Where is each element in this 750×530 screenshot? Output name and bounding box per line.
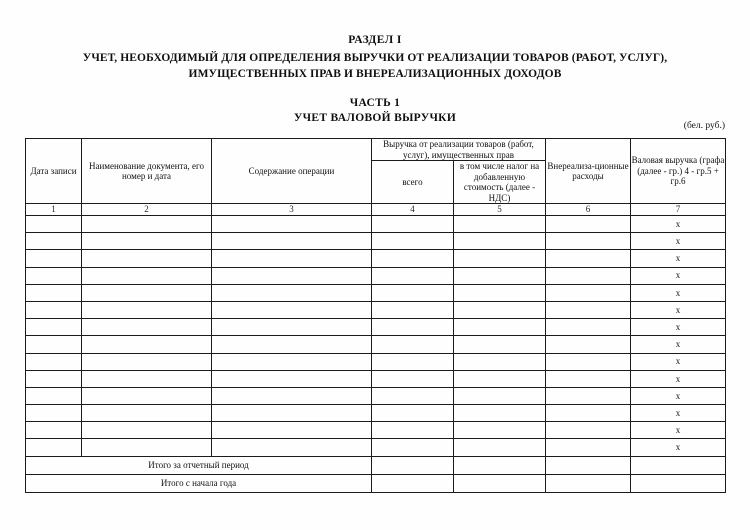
total-label-year-to-date: Итого с начала года	[26, 474, 372, 492]
cell-revenue-vat[interactable]	[454, 353, 546, 370]
cell-revenue-vat[interactable]	[454, 301, 546, 318]
cell-revenue-vat[interactable]	[454, 233, 546, 250]
cell-nonoperating[interactable]	[546, 284, 631, 301]
total-label-reporting-period: Итого за отчетный период	[26, 456, 372, 474]
total-row-year-to-date	[26, 474, 726, 492]
cell-revenue-vat[interactable]	[454, 284, 546, 301]
cell-gross-revenue[interactable]: х	[631, 336, 726, 353]
header-operation-content: Содержание операции	[212, 139, 372, 204]
cell-revenue-total[interactable]	[372, 370, 454, 387]
header-revenue-total: всего	[372, 161, 454, 204]
cell-nonoperating[interactable]	[546, 233, 631, 250]
cell-revenue-total[interactable]	[372, 250, 454, 267]
cell-date[interactable]	[26, 387, 82, 404]
table-row	[26, 336, 726, 353]
cell-date[interactable]	[26, 405, 82, 422]
cell-gross-revenue[interactable]: х	[631, 422, 726, 439]
total-revenue-vat[interactable]	[454, 474, 546, 492]
cell-nonoperating[interactable]	[546, 250, 631, 267]
column-number-5: 5	[454, 204, 546, 216]
cell-document[interactable]	[82, 439, 212, 456]
cell-gross-revenue[interactable]: х	[631, 387, 726, 404]
cell-operation[interactable]	[212, 370, 372, 387]
cell-gross-revenue[interactable]: х	[631, 233, 726, 250]
column-number-row	[26, 204, 726, 216]
cell-gross-revenue[interactable]: х	[631, 284, 726, 301]
cell-gross-revenue[interactable]: х	[631, 267, 726, 284]
table-body	[26, 216, 726, 493]
column-number-7: 7	[631, 204, 726, 216]
cell-gross-revenue[interactable]: х	[631, 405, 726, 422]
cell-gross-revenue[interactable]: х	[631, 353, 726, 370]
cell-date[interactable]	[26, 353, 82, 370]
cell-operation[interactable]	[212, 250, 372, 267]
cell-operation[interactable]	[212, 422, 372, 439]
cell-revenue-vat[interactable]	[454, 319, 546, 336]
total-nonoperating[interactable]	[546, 474, 631, 492]
column-number-4: 4	[372, 204, 454, 216]
cell-revenue-vat[interactable]	[454, 336, 546, 353]
cell-date[interactable]	[26, 336, 82, 353]
total-gross-revenue[interactable]	[631, 456, 726, 474]
cell-revenue-total[interactable]	[372, 233, 454, 250]
total-nonoperating[interactable]	[546, 456, 631, 474]
cell-gross-revenue[interactable]: х	[631, 216, 726, 233]
cell-revenue-total[interactable]	[372, 216, 454, 233]
cell-date[interactable]	[26, 233, 82, 250]
table-row	[26, 387, 726, 404]
header-gross-revenue: Валовая выручка (графа (далее - гр.) 4 - гр.5 + гр.6	[631, 139, 726, 204]
cell-operation[interactable]	[212, 405, 372, 422]
table-row	[26, 250, 726, 267]
column-number-1: 1	[26, 204, 82, 216]
cell-operation[interactable]	[212, 387, 372, 404]
cell-document[interactable]	[82, 216, 212, 233]
cell-revenue-total[interactable]	[372, 267, 454, 284]
cell-revenue-total[interactable]	[372, 422, 454, 439]
cell-revenue-vat[interactable]	[454, 267, 546, 284]
column-number-2: 2	[82, 204, 212, 216]
cell-revenue-vat[interactable]	[454, 405, 546, 422]
cell-revenue-total[interactable]	[372, 336, 454, 353]
table-row	[26, 233, 726, 250]
header-date-of-record: Дата записи	[26, 139, 82, 204]
total-revenue-total[interactable]	[372, 474, 454, 492]
cell-revenue-vat[interactable]	[454, 387, 546, 404]
total-revenue-vat[interactable]	[454, 456, 546, 474]
cell-revenue-total[interactable]	[372, 319, 454, 336]
cell-revenue-total[interactable]	[372, 405, 454, 422]
cell-operation[interactable]	[212, 439, 372, 456]
cell-nonoperating[interactable]	[546, 319, 631, 336]
table-row	[26, 319, 726, 336]
cell-document[interactable]	[82, 353, 212, 370]
cell-revenue-total[interactable]	[372, 284, 454, 301]
header-row-top	[26, 139, 726, 161]
cell-nonoperating[interactable]	[546, 267, 631, 284]
cell-document[interactable]	[82, 267, 212, 284]
cell-document[interactable]	[82, 233, 212, 250]
gross-revenue-table	[25, 138, 726, 493]
cell-nonoperating[interactable]	[546, 387, 631, 404]
cell-document[interactable]	[82, 284, 212, 301]
cell-operation[interactable]	[212, 353, 372, 370]
cell-date[interactable]	[26, 319, 82, 336]
table-row	[26, 439, 726, 456]
cell-revenue-total[interactable]	[372, 353, 454, 370]
table-row	[26, 267, 726, 284]
table-row	[26, 370, 726, 387]
cell-nonoperating[interactable]	[546, 336, 631, 353]
header-revenue-group: Выручка от реализации товаров (работ, услуг), имущественных прав	[372, 139, 546, 161]
table-row	[26, 284, 726, 301]
table-row	[26, 353, 726, 370]
cell-date[interactable]	[26, 250, 82, 267]
cell-operation[interactable]	[212, 301, 372, 318]
cell-gross-revenue[interactable]: х	[631, 301, 726, 318]
total-row-reporting-period	[26, 456, 726, 474]
cell-date[interactable]	[26, 370, 82, 387]
cell-document[interactable]	[82, 336, 212, 353]
table-row	[26, 422, 726, 439]
cell-nonoperating[interactable]	[546, 370, 631, 387]
cell-document[interactable]	[82, 387, 212, 404]
cell-date[interactable]	[26, 439, 82, 456]
cell-revenue-vat[interactable]	[454, 422, 546, 439]
cell-operation[interactable]	[212, 233, 372, 250]
header-document-name: Наименование документа, его номер и дата	[82, 139, 212, 204]
header-revenue-vat: в том числе налог на добавленную стоимость (далее - НДС)	[454, 161, 546, 204]
cell-date[interactable]	[26, 422, 82, 439]
cell-revenue-total[interactable]	[372, 439, 454, 456]
cell-document[interactable]	[82, 250, 212, 267]
cell-operation[interactable]	[212, 319, 372, 336]
cell-gross-revenue[interactable]: х	[631, 370, 726, 387]
section-title: УЧЕТ, НЕОБХОДИМЫЙ ДЛЯ ОПРЕДЕЛЕНИЯ ВЫРУЧКИ ОТ РЕАЛИЗАЦИИ ТОВАРОВ (РАБОТ, УСЛУГ), ИМУЩЕСТВЕННЫХ ПРАВ И ВНЕРЕАЛИЗАЦИОННЫХ ДОХОДОВ	[82, 52, 668, 80]
cell-revenue-vat[interactable]	[454, 250, 546, 267]
document-titles	[25, 33, 725, 126]
cell-document[interactable]	[82, 301, 212, 318]
column-number-3: 3	[212, 204, 372, 216]
total-gross-revenue[interactable]	[631, 474, 726, 492]
table-header	[26, 139, 726, 216]
cell-date[interactable]	[26, 301, 82, 318]
cell-operation[interactable]	[212, 216, 372, 233]
cell-nonoperating[interactable]	[546, 353, 631, 370]
cell-document[interactable]	[82, 405, 212, 422]
cell-date[interactable]	[26, 216, 82, 233]
cell-gross-revenue[interactable]: х	[631, 439, 726, 456]
part-title: УЧЕТ ВАЛОВОЙ ВЫРУЧКИ	[293, 112, 457, 124]
cell-revenue-total[interactable]	[372, 301, 454, 318]
table-row	[26, 405, 726, 422]
units-note: (бел. руб.)	[683, 121, 725, 131]
cell-revenue-vat[interactable]	[454, 216, 546, 233]
section-label: РАЗДЕЛ I	[348, 34, 402, 46]
cell-nonoperating[interactable]	[546, 216, 631, 233]
cell-document[interactable]	[82, 319, 212, 336]
cell-operation[interactable]	[212, 267, 372, 284]
cell-operation[interactable]	[212, 284, 372, 301]
total-revenue-total[interactable]	[372, 456, 454, 474]
cell-gross-revenue[interactable]: х	[631, 250, 726, 267]
cell-gross-revenue[interactable]: х	[631, 319, 726, 336]
cell-revenue-vat[interactable]	[454, 370, 546, 387]
part-label: ЧАСТЬ 1	[349, 97, 401, 109]
cell-nonoperating[interactable]	[546, 301, 631, 318]
header-nonoperating-expenses: Внереализа-ционные расходы	[546, 139, 631, 204]
cell-nonoperating[interactable]	[546, 405, 631, 422]
cell-date[interactable]	[26, 267, 82, 284]
cell-nonoperating[interactable]	[546, 422, 631, 439]
cell-document[interactable]	[82, 422, 212, 439]
cell-revenue-total[interactable]	[372, 387, 454, 404]
cell-revenue-vat[interactable]	[454, 439, 546, 456]
table-row	[26, 216, 726, 233]
cell-nonoperating[interactable]	[546, 439, 631, 456]
table-row	[26, 301, 726, 318]
cell-document[interactable]	[82, 370, 212, 387]
column-number-6: 6	[546, 204, 631, 216]
cell-operation[interactable]	[212, 336, 372, 353]
cell-date[interactable]	[26, 284, 82, 301]
